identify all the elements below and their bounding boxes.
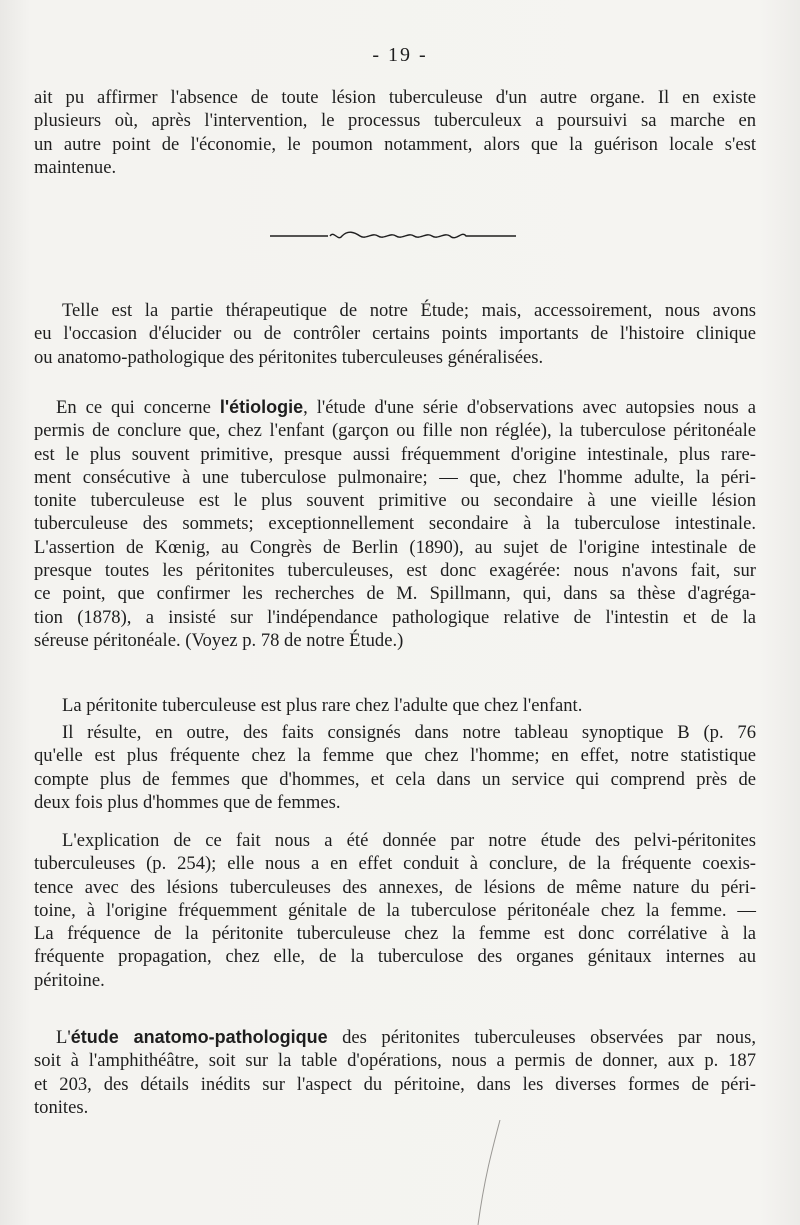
text-line: et 203, des détails inédits sur l'aspect du péritoine, dans les diverses formes de péri- [34,1073,756,1095]
text-line: tonite tuberculeuse est le plus souvent primitive ou secondaire à une vieille lésion [34,490,756,512]
text-line: fréquente propagation, chez elle, de la tuberculose des organes génitaux internes au [34,946,756,968]
text-run: En ce qui concerne [56,397,220,418]
text-line: maintenue. [34,156,117,178]
text-line: tuberculeuses (p. 254); elle nous a en effet conduit à conclure, de la fréquente coexis- [34,853,756,875]
text-line: tion (1878), a insisté sur l'indépendance pathologique relative de l'intestin et de la [34,606,756,628]
text-line: ait pu affirmer l'absence de toute lésion tuberculeuse d'un autre organe. Il en existe [34,87,756,108]
text-line: péritoine. [34,969,105,991]
bold-term-anatomo-pathologique: étude anatomo-pathologique [70,1027,328,1047]
text-line: La péritonite tuberculeuse est plus rare chez l'adulte que chez l'enfant. [62,695,583,716]
text-line: un autre point de l'économie, le poumon notamment, alors que la guérison locale s'est [34,133,756,155]
paragraph-5 [34,721,756,814]
text-line: soit à l'amphithéâtre, soit sur la table d'opérations, nous a permis de donner, aux p. 187 [34,1050,756,1072]
text-line: séreuse péritonéale. (Voyez p. 78 de notre Étude.) [34,629,404,651]
paragraph-2 [34,299,756,369]
text-line: ce point, que confirmer les recherches de M. Spillmann, qui, dans sa thèse d'agréga- [34,583,756,605]
text-line: toine, à l'origine fréquemment génitale de la tuberculose péritonéale chez la femme. — [34,899,756,921]
text-run: des péritonites tuberculeuses observées par nous, [327,1027,756,1048]
text-line: ment consécutive à une tuberculose pulmonaire; — que, chez l'homme adulte, la péri- [34,466,756,488]
text-line: permis de conclure que, chez l'enfant (garçon ou fille non réglée), la tuberculose péritonéale [34,420,756,442]
paper-fold-mark [470,1120,510,1225]
text-line: plusieurs où, après l'intervention, le processus tuberculeux a poursuivi sa marche en [34,110,756,132]
paragraph-6 [34,829,756,992]
paragraph-anatomo-pathologique [34,1026,756,1119]
text-line: L'assertion de Kœnig, au Congrès de Berlin (1890), au sujet de l'origine intestinale de [34,536,756,558]
text-line: qu'elle est plus fréquente chez la femme que chez l'homme; en effet, notre statistique [34,745,756,767]
text-line: compte plus de femmes que d'hommes, et cela dans un service qui comprend près de [34,768,756,790]
text-line [34,396,756,419]
paragraph-1 [34,86,756,179]
ornamental-divider [268,226,518,246]
text-line: tence avec des lésions tuberculeuses des annexes, de lésions de même nature du péri- [34,876,756,898]
text-line: presque toutes les péritonites tuberculeuses, est donc exagérée: nous n'avons fait, sur [34,560,756,582]
text-line: Il résulte, en outre, des faits consignés dans notre tableau synoptique B (p. 76 [62,722,756,743]
text-line: Telle est la partie thérapeutique de notre Étude; mais, accessoirement, nous avons [62,300,756,321]
text-line: eu l'occasion d'élucider ou de contrôler certains points importants de l'histoire clinique [34,323,756,345]
text-line: La fréquence de la péritonite tuberculeuse chez la femme est donc corrélative à la [34,923,756,945]
bold-term-etiologie: l'étiologie [219,397,304,417]
text-line: tonites. [34,1096,89,1118]
paragraph-4 [34,694,756,717]
text-line: ou anatomo-pathologique des péritonites tuberculeuses généralisées. [34,346,544,368]
text-run: L' [56,1027,71,1048]
text-line: tuberculeuse des sommets; exceptionnellement secondaire à la tuberculose intestinale. [34,513,756,535]
text-line: est le plus souvent primitive, presque aussi fréquemment d'origine intestinale, plus rare- [34,443,756,465]
text-run: , l'étude d'une série d'observations avec autopsies nous a [303,397,756,418]
page-number: - 19 - [372,44,428,66]
paragraph-etiologie [34,396,756,652]
text-line [34,1026,756,1049]
text-line: deux fois plus d'hommes que de femmes. [34,791,341,813]
text-line: L'explication de ce fait nous a été donnée par notre étude des pelvi-péritonites [62,830,756,851]
